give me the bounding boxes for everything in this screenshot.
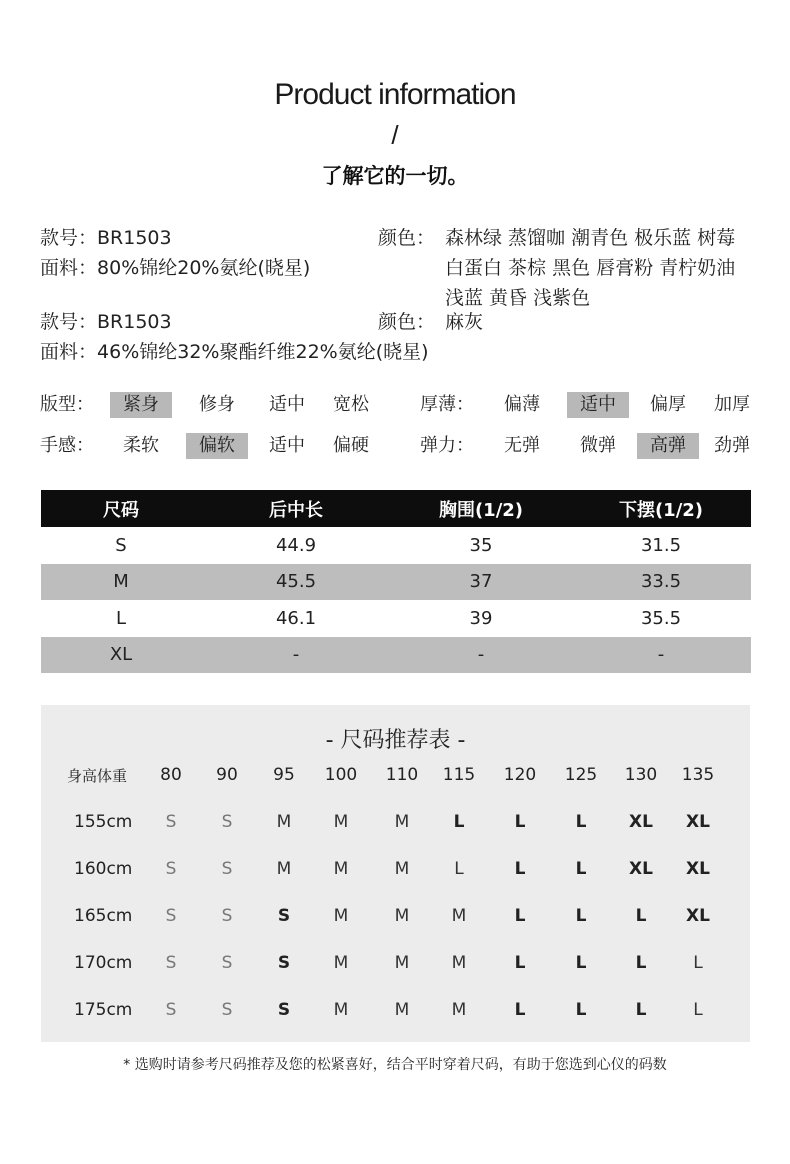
recommended-size: M [394, 859, 410, 879]
recommended-size: S [165, 859, 177, 879]
recommended-size: XL [686, 906, 710, 926]
weight-header: 110 [385, 765, 419, 785]
recommended-size: L [514, 953, 526, 973]
header-cell: 胸围(1/2) [391, 490, 571, 527]
weight-header: 95 [273, 765, 295, 785]
elasticity-label: 弹力： [420, 435, 474, 456]
recommended-size: L [514, 812, 526, 832]
table-cell: 37 [391, 564, 571, 601]
color-line: 浅蓝 黄昏 浅紫色 [445, 287, 591, 309]
grid-corner-label: 身高体重 [67, 767, 128, 785]
recommended-size: L [575, 812, 587, 832]
recommended-size: M [451, 953, 467, 973]
height-label: 155cm [74, 812, 133, 832]
recommended-size: S [221, 812, 233, 832]
color-line: 白蛋白 茶棕 黑色 唇膏粉 青柠奶油 [445, 257, 736, 279]
recommended-size: L [693, 1000, 703, 1020]
table-cell: - [391, 637, 571, 674]
size-table-header [41, 490, 751, 527]
table-cell: 46.1 [275, 607, 317, 629]
table-cell: - [571, 637, 751, 674]
recommended-size: XL [629, 859, 653, 879]
weight-header: 80 [160, 765, 182, 785]
table-cell: - [201, 637, 391, 674]
recommended-size: S [221, 953, 233, 973]
recommended-size: M [333, 812, 349, 832]
recommended-size: L [454, 859, 464, 879]
fit-option: 宽松 [333, 394, 369, 415]
fabric-1: 面料：80%锦纶20%氨纶(晓星) [40, 257, 311, 279]
recommended-size: S [221, 1000, 233, 1020]
fit-option: 修身 [199, 394, 235, 415]
fabric-2: 面料：46%锦纶32%聚酯纤维22%氨纶(晓星) [40, 341, 429, 363]
recommended-size: M [333, 859, 349, 879]
recommended-size: XL [629, 812, 653, 832]
weight-header: 90 [216, 765, 238, 785]
recommended-size: L [514, 906, 526, 926]
recommended-size: M [394, 906, 410, 926]
recommended-size: L [635, 906, 647, 926]
thickness-option: 偏薄 [504, 394, 540, 415]
recommended-size: M [394, 953, 410, 973]
table-cell: L [115, 607, 127, 629]
color-label-2: 颜色： [378, 311, 436, 333]
footnote: * 选购时请参考尺码推荐及您的松紧喜好，结合平时穿着尺码，有助于您选到心仪的码数 [123, 1057, 667, 1073]
recommended-size: L [635, 1000, 647, 1020]
style-number-1: 款号：BR1503 [40, 227, 172, 249]
height-label: 165cm [74, 906, 133, 926]
recommended-size: S [277, 906, 291, 926]
elasticity-option: 无弹 [504, 435, 540, 456]
color-line: 麻灰 [445, 311, 484, 333]
recommended-size: L [575, 1000, 587, 1020]
table-row [41, 637, 751, 674]
recommended-size: M [333, 906, 349, 926]
recommended-size: M [276, 812, 292, 832]
title-english: Product information [274, 78, 516, 111]
fit-option: 紧身 [110, 392, 172, 418]
touch-option: 适中 [269, 435, 305, 456]
elasticity-option: 高弹 [637, 433, 699, 459]
recommended-size: L [635, 953, 647, 973]
recommended-size: M [451, 906, 467, 926]
table-row [41, 564, 751, 601]
height-label: 170cm [74, 953, 133, 973]
thickness-label: 厚薄： [420, 394, 474, 415]
recommended-size: M [276, 859, 292, 879]
table-cell: 44.9 [275, 534, 317, 556]
recommended-size: S [221, 859, 233, 879]
table-cell: 33.5 [571, 564, 751, 601]
recommended-size: S [277, 953, 291, 973]
thickness-option: 加厚 [714, 394, 750, 415]
weight-header: 120 [503, 765, 537, 785]
height-label: 175cm [74, 1000, 133, 1020]
recommended-size: S [165, 812, 177, 832]
recommended-size: L [693, 953, 703, 973]
weight-header: 130 [624, 765, 658, 785]
touch-option: 偏软 [186, 433, 248, 459]
header-cell: 后中长 [201, 490, 391, 527]
weight-header: 115 [442, 765, 476, 785]
table-cell: 45.5 [201, 564, 391, 601]
color-line: 森林绿 蒸馏咖 潮青色 极乐蓝 树莓 [445, 227, 736, 249]
touch-label: 手感： [40, 435, 94, 456]
table-cell: S [115, 534, 127, 556]
table-row [41, 600, 751, 637]
touch-option: 偏硬 [333, 435, 369, 456]
recommended-size: S [277, 1000, 291, 1020]
height-label: 160cm [74, 859, 133, 879]
elasticity-option: 劲弹 [714, 435, 750, 456]
recommended-size: M [394, 1000, 410, 1020]
recommended-size: L [575, 906, 587, 926]
recommended-size: M [451, 1000, 467, 1020]
fit-option: 适中 [269, 394, 305, 415]
table-row [41, 527, 751, 564]
recommended-size: L [453, 812, 465, 832]
table-cell: 35 [469, 534, 493, 556]
elasticity-option: 微弹 [580, 435, 616, 456]
color-label-1: 颜色： [378, 227, 436, 249]
recommended-size: XL [686, 859, 710, 879]
recommended-size: L [575, 953, 587, 973]
recommended-size: S [165, 953, 177, 973]
weight-header: 125 [564, 765, 598, 785]
recommended-size: M [333, 953, 349, 973]
thickness-option: 适中 [567, 392, 629, 418]
header-cell: 下摆(1/2) [571, 490, 751, 527]
recommended-size: S [221, 906, 233, 926]
recommended-size: L [575, 859, 587, 879]
recommended-size: L [514, 1000, 526, 1020]
recommended-size: L [514, 859, 526, 879]
title-slash: / [391, 120, 399, 150]
table-cell: 39 [469, 607, 493, 629]
header-cell: 尺码 [41, 490, 201, 527]
style-number-2: 款号：BR1503 [40, 311, 172, 333]
table-cell: 35.5 [640, 607, 682, 629]
size-recommendation-panel [41, 705, 750, 1042]
recommended-size: S [165, 906, 177, 926]
title-chinese: 了解它的一切。 [321, 164, 469, 188]
recommended-size: M [394, 812, 410, 832]
weight-header: 135 [681, 765, 715, 785]
touch-option: 柔软 [123, 435, 159, 456]
attribute-row [0, 433, 790, 463]
table-cell: M [41, 564, 201, 601]
recommendation-title: - 尺码推荐表 - [325, 728, 466, 753]
attribute-row [0, 392, 790, 422]
recommended-size: M [333, 1000, 349, 1020]
table-cell: XL [41, 637, 201, 674]
recommended-size: S [165, 1000, 177, 1020]
size-table [41, 490, 751, 673]
thickness-option: 偏厚 [650, 394, 686, 415]
recommended-size: XL [686, 812, 710, 832]
weight-header: 100 [324, 765, 358, 785]
fit-label: 版型： [40, 394, 94, 415]
table-cell: 31.5 [640, 534, 682, 556]
